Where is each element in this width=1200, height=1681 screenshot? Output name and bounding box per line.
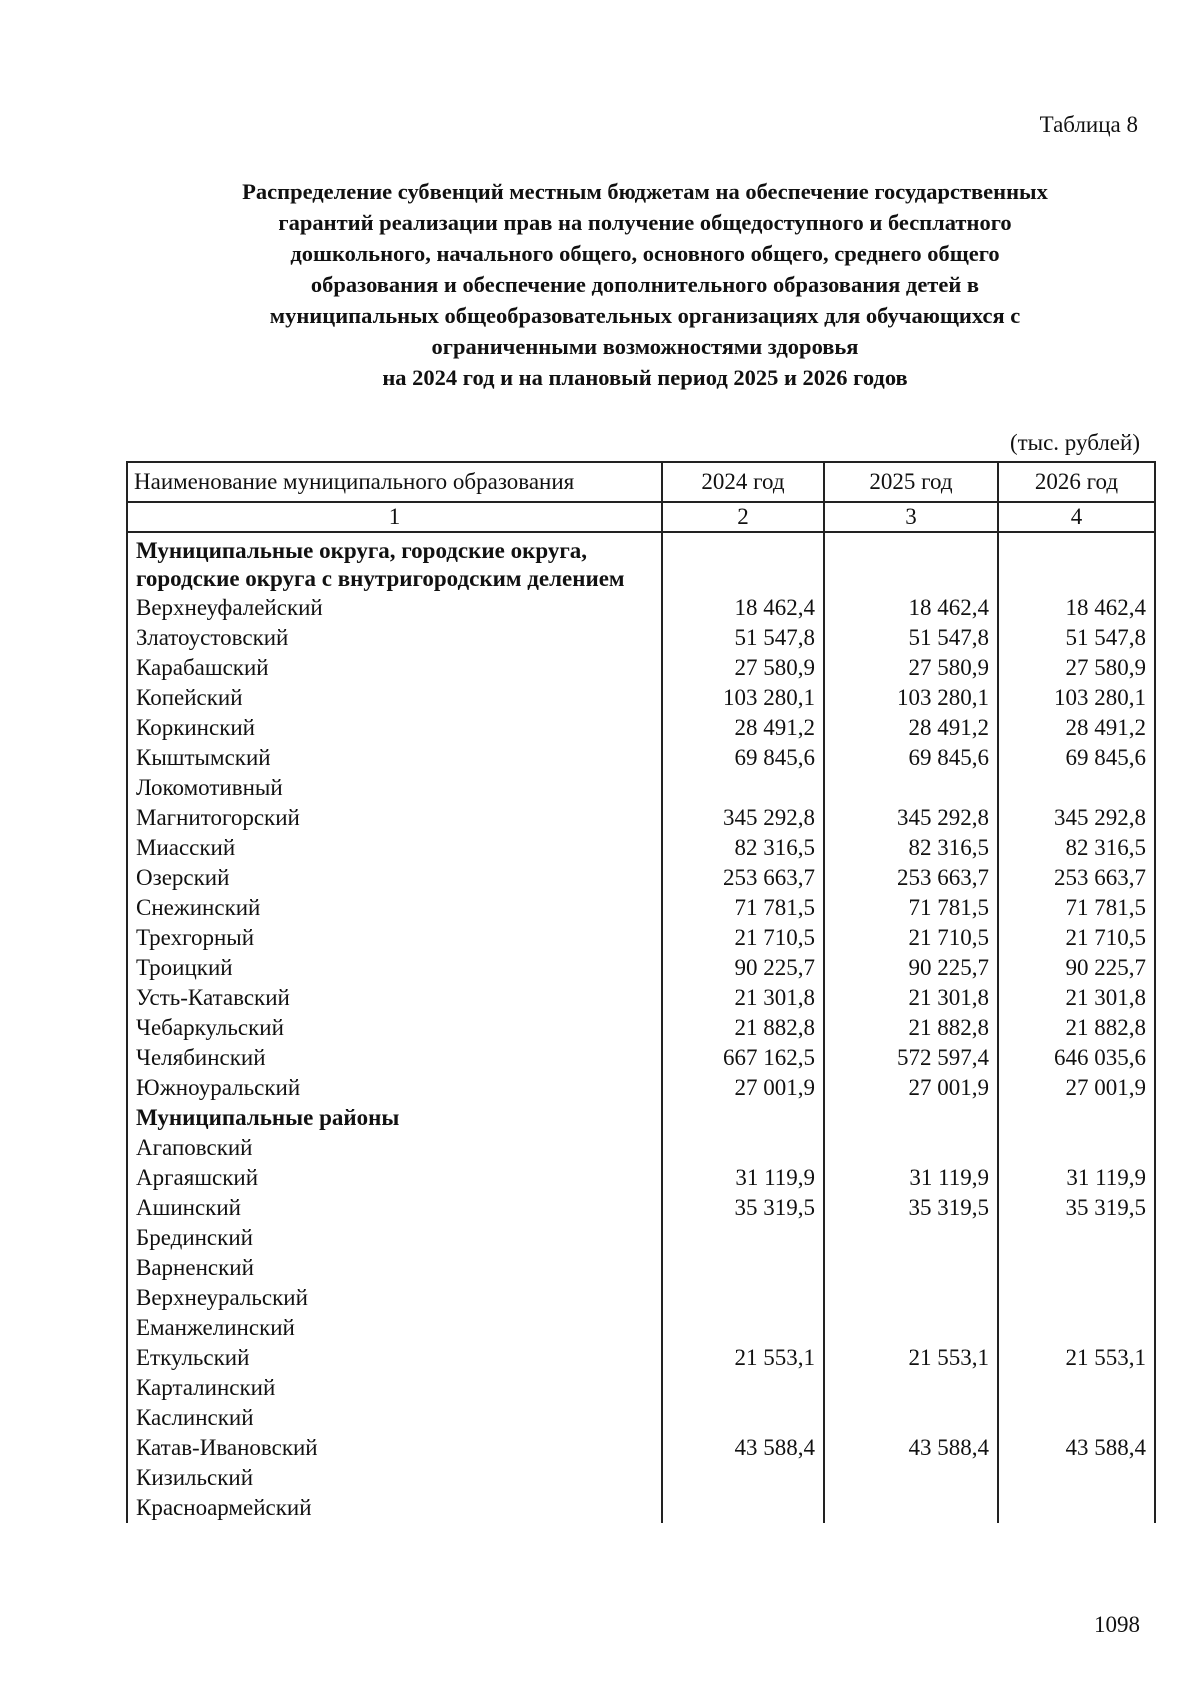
- value-2025: [824, 773, 998, 803]
- value-2025: 572 597,4: [824, 1043, 998, 1073]
- value-2025: 21 301,8: [824, 983, 998, 1013]
- value-2024: 69 845,6: [662, 743, 824, 773]
- value-2026: 21 882,8: [998, 1013, 1155, 1043]
- municipality-name: Магнитогорский: [127, 803, 662, 833]
- table-row: [127, 893, 1155, 923]
- municipality-name: Златоустовский: [127, 623, 662, 653]
- value-2024: [662, 1493, 824, 1523]
- value-2025: 43 588,4: [824, 1433, 998, 1463]
- municipality-name: Верхнеуральский: [127, 1283, 662, 1313]
- value-2024: [662, 1373, 824, 1403]
- value-2026: [998, 1313, 1155, 1343]
- section-header-row: [127, 532, 1155, 593]
- title-line: дошкольного, начального общего, основного общего, среднего общего: [290, 241, 1000, 266]
- value-2026: [998, 1493, 1155, 1523]
- municipality-name: Красноармейский: [127, 1493, 662, 1523]
- document-title: [150, 176, 1140, 393]
- table-row: [127, 953, 1155, 983]
- municipality-name: Южноуральский: [127, 1073, 662, 1103]
- title-line: гарантий реализации прав на получение общедоступного и бесплатного: [278, 210, 1012, 235]
- value-2026: 82 316,5: [998, 833, 1155, 863]
- value-2025: [824, 1103, 998, 1133]
- value-2026: 28 491,2: [998, 713, 1155, 743]
- value-2025: [824, 1283, 998, 1313]
- table-row: [127, 1493, 1155, 1523]
- value-2026: 21 710,5: [998, 923, 1155, 953]
- table-row: [127, 1343, 1155, 1373]
- municipality-name: Кизильский: [127, 1463, 662, 1493]
- municipality-name: Брединский: [127, 1223, 662, 1253]
- table-row: [127, 1433, 1155, 1463]
- title-line: на 2024 год и на плановый период 2025 и 2026 годов: [382, 365, 908, 390]
- value-2024: [662, 1133, 824, 1163]
- column-header-2025: 2025 год: [824, 462, 998, 502]
- column-header-2024: 2024 год: [662, 462, 824, 502]
- value-2026: [998, 1283, 1155, 1313]
- value-2024: 21 882,8: [662, 1013, 824, 1043]
- value-2024: 21 301,8: [662, 983, 824, 1013]
- value-2024: [662, 532, 824, 593]
- value-2026: 31 119,9: [998, 1163, 1155, 1193]
- value-2024: 345 292,8: [662, 803, 824, 833]
- table-row: [127, 1073, 1155, 1103]
- municipality-name: Агаповский: [127, 1133, 662, 1163]
- municipality-name: Карабашский: [127, 653, 662, 683]
- table-row: [127, 1253, 1155, 1283]
- value-2026: 69 845,6: [998, 743, 1155, 773]
- value-2025: 18 462,4: [824, 593, 998, 623]
- value-2025: [824, 1463, 998, 1493]
- value-2024: 18 462,4: [662, 593, 824, 623]
- value-2026: [998, 1253, 1155, 1283]
- table-row: [127, 1403, 1155, 1433]
- column-number: 4: [998, 502, 1155, 532]
- title-line: ограниченными возможностями здоровья: [431, 334, 859, 359]
- value-2024: 43 588,4: [662, 1433, 824, 1463]
- value-2024: [662, 1253, 824, 1283]
- municipality-name: Еткульский: [127, 1343, 662, 1373]
- value-2025: 253 663,7: [824, 863, 998, 893]
- municipality-name: Коркинский: [127, 713, 662, 743]
- value-2024: [662, 773, 824, 803]
- municipality-name: Муниципальные районы: [127, 1103, 662, 1133]
- municipality-name: Карталинский: [127, 1373, 662, 1403]
- value-2026: [998, 1133, 1155, 1163]
- title-line: Распределение субвенций местным бюджетам на обеспечение государственных: [242, 179, 1048, 204]
- value-2024: 21 553,1: [662, 1343, 824, 1373]
- value-2025: 82 316,5: [824, 833, 998, 863]
- table-row: [127, 1133, 1155, 1163]
- value-2025: 31 119,9: [824, 1163, 998, 1193]
- municipality-name: Каслинский: [127, 1403, 662, 1433]
- municipality-name: Кыштымский: [127, 743, 662, 773]
- municipality-name: Миасский: [127, 833, 662, 863]
- municipality-name: Еманжелинский: [127, 1313, 662, 1343]
- value-2024: 667 162,5: [662, 1043, 824, 1073]
- value-2025: 345 292,8: [824, 803, 998, 833]
- value-2025: 27 001,9: [824, 1073, 998, 1103]
- municipality-name: Усть-Катавский: [127, 983, 662, 1013]
- table-row: [127, 713, 1155, 743]
- value-2025: [824, 1313, 998, 1343]
- table-row: [127, 1043, 1155, 1073]
- value-2026: 21 301,8: [998, 983, 1155, 1013]
- title-line: образования и обеспечение дополнительного образования детей в: [310, 272, 980, 297]
- table-row: [127, 593, 1155, 623]
- table-row: [127, 773, 1155, 803]
- table-row: [127, 623, 1155, 653]
- value-2025: 51 547,8: [824, 623, 998, 653]
- value-2026: 27 001,9: [998, 1073, 1155, 1103]
- table-row: [127, 1193, 1155, 1223]
- municipality-name: Муниципальные округа, городские округа, городские округа с внутригородским делением: [127, 532, 662, 593]
- municipality-name: Ашинский: [127, 1193, 662, 1223]
- value-2024: 103 280,1: [662, 683, 824, 713]
- column-header-name: Наименование муниципального образования: [127, 462, 662, 502]
- value-2024: [662, 1313, 824, 1343]
- value-2024: [662, 1283, 824, 1313]
- municipality-name: Катав-Ивановский: [127, 1433, 662, 1463]
- value-2024: 21 710,5: [662, 923, 824, 953]
- municipality-name: Верхнеуфалейский: [127, 593, 662, 623]
- municipality-name: Копейский: [127, 683, 662, 713]
- value-2025: [824, 532, 998, 593]
- section-header-row: [127, 1103, 1155, 1133]
- column-number-row: [127, 502, 1155, 532]
- value-2025: [824, 1133, 998, 1163]
- header-row: [127, 462, 1155, 502]
- value-2025: [824, 1403, 998, 1433]
- value-2024: [662, 1463, 824, 1493]
- column-number: 2: [662, 502, 824, 532]
- table-row: [127, 833, 1155, 863]
- value-2025: 35 319,5: [824, 1193, 998, 1223]
- municipality-name: Челябинский: [127, 1043, 662, 1073]
- value-2024: [662, 1403, 824, 1433]
- value-2026: [998, 1373, 1155, 1403]
- value-2025: 21 710,5: [824, 923, 998, 953]
- subsidy-table: [126, 461, 1156, 1523]
- table-row: [127, 683, 1155, 713]
- column-number: 3: [824, 502, 998, 532]
- value-2025: 21 882,8: [824, 1013, 998, 1043]
- value-2024: [662, 1223, 824, 1253]
- table-row: [127, 1373, 1155, 1403]
- table-body: [127, 532, 1155, 1523]
- column-number: 1: [127, 502, 662, 532]
- municipality-name: Аргаяшский: [127, 1163, 662, 1193]
- table-row: [127, 1283, 1155, 1313]
- value-2026: 253 663,7: [998, 863, 1155, 893]
- table-row: [127, 1313, 1155, 1343]
- value-2026: 646 035,6: [998, 1043, 1155, 1073]
- table-label: Таблица 8: [1039, 112, 1138, 137]
- value-2025: 28 491,2: [824, 713, 998, 743]
- value-2024: 35 319,5: [662, 1193, 824, 1223]
- value-2026: 90 225,7: [998, 953, 1155, 983]
- municipality-name: Чебаркульский: [127, 1013, 662, 1043]
- value-2024: 31 119,9: [662, 1163, 824, 1193]
- table-row: [127, 1223, 1155, 1253]
- table-row: [127, 863, 1155, 893]
- municipality-name: Локомотивный: [127, 773, 662, 803]
- value-2026: 103 280,1: [998, 683, 1155, 713]
- value-2026: 345 292,8: [998, 803, 1155, 833]
- column-header-2026: 2026 год: [998, 462, 1155, 502]
- value-2024: 71 781,5: [662, 893, 824, 923]
- value-2025: 71 781,5: [824, 893, 998, 923]
- value-2024: 51 547,8: [662, 623, 824, 653]
- value-2026: 35 319,5: [998, 1193, 1155, 1223]
- table-row: [127, 1163, 1155, 1193]
- value-2026: [998, 1103, 1155, 1133]
- table-row: [127, 653, 1155, 683]
- value-2025: 21 553,1: [824, 1343, 998, 1373]
- value-2026: [998, 1403, 1155, 1433]
- value-2025: 103 280,1: [824, 683, 998, 713]
- value-2025: [824, 1373, 998, 1403]
- value-2025: 69 845,6: [824, 743, 998, 773]
- value-2025: 90 225,7: [824, 953, 998, 983]
- value-2024: 90 225,7: [662, 953, 824, 983]
- page-number: 1098: [1094, 1612, 1140, 1637]
- table-row: [127, 803, 1155, 833]
- table-row: [127, 1013, 1155, 1043]
- units-label: (тыс. рублей): [1009, 430, 1140, 455]
- value-2026: [998, 1223, 1155, 1253]
- value-2026: 71 781,5: [998, 893, 1155, 923]
- value-2025: 27 580,9: [824, 653, 998, 683]
- value-2026: [998, 773, 1155, 803]
- value-2024: 28 491,2: [662, 713, 824, 743]
- value-2024: [662, 1103, 824, 1133]
- value-2026: 43 588,4: [998, 1433, 1155, 1463]
- value-2026: 51 547,8: [998, 623, 1155, 653]
- municipality-name: Трехгорный: [127, 923, 662, 953]
- table-row: [127, 743, 1155, 773]
- municipality-name: Троицкий: [127, 953, 662, 983]
- value-2026: [998, 1463, 1155, 1493]
- value-2025: [824, 1253, 998, 1283]
- table-row: [127, 983, 1155, 1013]
- value-2024: 253 663,7: [662, 863, 824, 893]
- value-2024: 82 316,5: [662, 833, 824, 863]
- value-2025: [824, 1223, 998, 1253]
- value-2026: 18 462,4: [998, 593, 1155, 623]
- municipality-name: Варненский: [127, 1253, 662, 1283]
- table-row: [127, 923, 1155, 953]
- value-2026: 27 580,9: [998, 653, 1155, 683]
- municipality-name: Снежинский: [127, 893, 662, 923]
- title-line: муниципальных общеобразовательных организациях для обучающихся с: [269, 303, 1021, 328]
- value-2025: [824, 1493, 998, 1523]
- value-2026: [998, 532, 1155, 593]
- value-2024: 27 001,9: [662, 1073, 824, 1103]
- municipality-name: Озерский: [127, 863, 662, 893]
- value-2024: 27 580,9: [662, 653, 824, 683]
- table-row: [127, 1463, 1155, 1493]
- value-2026: 21 553,1: [998, 1343, 1155, 1373]
